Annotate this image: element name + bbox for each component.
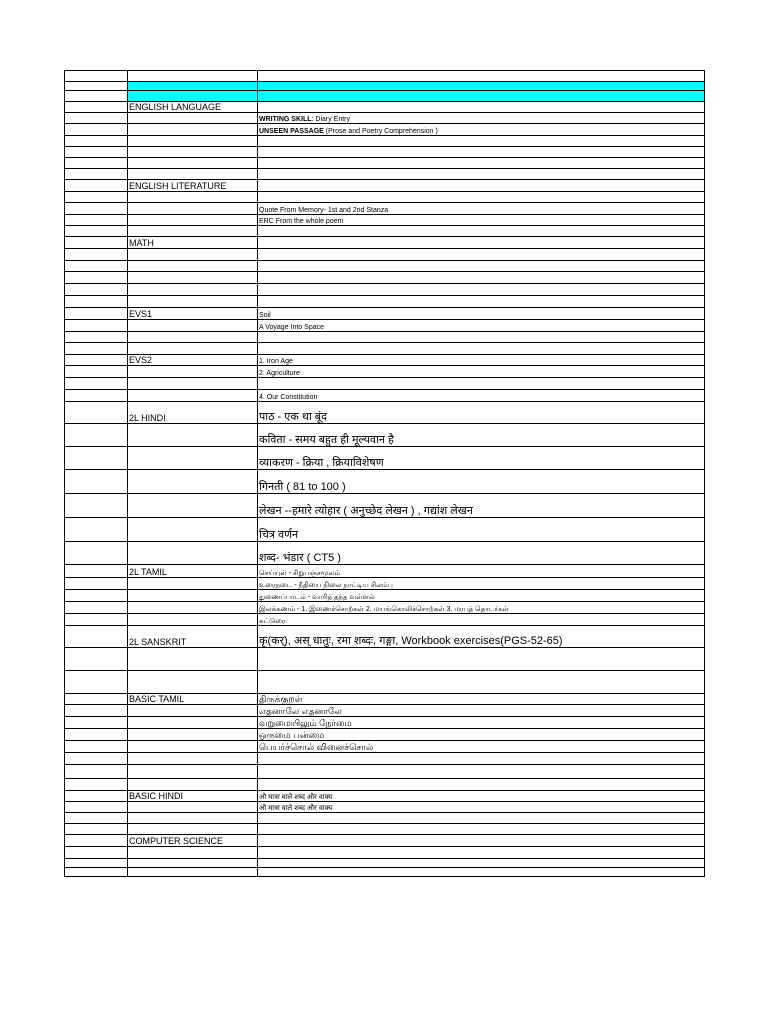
topic-cell <box>258 859 705 868</box>
subject-cell: EVS2 <box>128 355 258 366</box>
subject-cell <box>128 542 258 565</box>
row-header-cell <box>65 226 128 237</box>
subject-cell <box>128 261 258 272</box>
row-header-cell <box>65 390 128 402</box>
topic-cell: 4. Our Constitution <box>258 390 705 402</box>
table-row <box>65 82 705 91</box>
topic-cell <box>258 671 705 694</box>
table-row <box>65 518 705 542</box>
row-header-cell <box>65 648 128 671</box>
topic-cell <box>258 378 705 390</box>
row-header-cell <box>65 343 128 355</box>
subject-cell <box>128 779 258 791</box>
topic-cell <box>258 82 705 91</box>
row-header-cell <box>65 765 128 779</box>
topic-cell <box>258 765 705 779</box>
subject-cell <box>128 332 258 343</box>
table-row <box>65 308 705 320</box>
row-header-cell <box>65 402 128 424</box>
table-row <box>65 590 705 602</box>
table-row <box>65 753 705 765</box>
subject-cell <box>128 169 258 180</box>
table-row <box>65 378 705 390</box>
table-row <box>65 578 705 590</box>
row-header-cell <box>65 215 128 226</box>
row-header-cell <box>65 671 128 694</box>
table-row <box>65 320 705 332</box>
row-header-cell <box>65 779 128 791</box>
table-row <box>65 91 705 102</box>
topic-cell <box>258 868 705 877</box>
subject-cell <box>128 447 258 470</box>
table-row <box>65 791 705 802</box>
row-header-cell <box>65 169 128 180</box>
subject-cell <box>128 470 258 494</box>
table-row <box>65 402 705 424</box>
table-row <box>65 192 705 203</box>
table-row <box>65 226 705 237</box>
subject-cell <box>128 284 258 296</box>
syllabus-table <box>64 70 705 877</box>
table-row <box>65 272 705 284</box>
subject-cell <box>128 226 258 237</box>
row-header-cell <box>65 590 128 602</box>
table-row <box>65 447 705 470</box>
topic-rest: (Prose and Poetry Comprehension ) <box>323 128 438 135</box>
topic-cell: 1. Iron Age <box>258 355 705 366</box>
row-header-cell <box>65 82 128 91</box>
table-row <box>65 542 705 565</box>
row-header-cell <box>65 272 128 284</box>
table-row <box>65 648 705 671</box>
subject-cell <box>128 614 258 626</box>
topic-cell <box>258 332 705 343</box>
table-row <box>65 355 705 366</box>
topic-cell <box>258 180 705 192</box>
row-header-cell <box>65 868 128 877</box>
table-row <box>65 390 705 402</box>
table-row <box>65 802 705 813</box>
table-row <box>65 158 705 169</box>
topic-cell <box>258 753 705 765</box>
subject-cell: ENGLISH LITERATURE <box>128 180 258 192</box>
topic-cell <box>258 169 705 180</box>
subject-cell <box>128 717 258 729</box>
topic-cell: ஒருமை பன்மை <box>258 729 705 741</box>
subject-cell: EVS1 <box>128 308 258 320</box>
table-row <box>65 249 705 261</box>
row-header-cell <box>65 261 128 272</box>
row-header-cell <box>65 578 128 590</box>
topic-bold-prefix: WRITING SKILL <box>259 116 312 123</box>
table-row <box>65 671 705 694</box>
topic-cell: Quote From Memory- 1st and 2nd Stanza <box>258 203 705 215</box>
subject-cell <box>128 91 258 102</box>
topic-cell: இலக்கணம் - 1. இணைச்சொற்கள் 2. மயங்கொலிச்சொற்கள் 3. மரபுத் தொடர்கள் <box>258 602 705 614</box>
topic-cell <box>258 102 705 113</box>
row-header-cell <box>65 424 128 447</box>
topic-cell <box>258 272 705 284</box>
row-header-cell <box>65 494 128 518</box>
topic-cell <box>258 261 705 272</box>
topic-cell <box>258 648 705 671</box>
table-row <box>65 470 705 494</box>
subject-cell: MATH <box>128 237 258 249</box>
table-row <box>65 169 705 180</box>
row-header-cell <box>65 284 128 296</box>
row-header-cell <box>65 366 128 378</box>
row-header-cell <box>65 332 128 343</box>
topic-cell: चित्र वर्णन <box>258 518 705 542</box>
topic-cell <box>258 192 705 203</box>
subject-cell <box>128 765 258 779</box>
topic-cell <box>258 835 705 847</box>
row-header-cell <box>65 565 128 578</box>
table-row <box>65 565 705 578</box>
table-row <box>65 284 705 296</box>
subject-cell <box>128 158 258 169</box>
subject-cell <box>128 320 258 332</box>
table-row <box>65 824 705 835</box>
row-header-cell <box>65 705 128 717</box>
row-header-cell <box>65 136 128 147</box>
topic-cell <box>258 147 705 158</box>
row-header-cell <box>65 91 128 102</box>
row-header-cell <box>65 237 128 249</box>
topic-cell: துணைப்பாடம் - வாரித் தந்த வள்ளல் <box>258 590 705 602</box>
topic-cell <box>258 284 705 296</box>
table-row <box>65 868 705 877</box>
topic-cell: A Voyage Into Space <box>258 320 705 332</box>
topic-cell <box>258 226 705 237</box>
row-header-cell <box>65 308 128 320</box>
topic-cell <box>258 71 705 82</box>
row-header-cell <box>65 542 128 565</box>
topic-cell: Soil <box>258 308 705 320</box>
topic-cell: எதனாலே எதனாலே <box>258 705 705 717</box>
subject-cell <box>128 424 258 447</box>
subject-cell <box>128 124 258 136</box>
subject-cell <box>128 203 258 215</box>
row-header-cell <box>65 802 128 813</box>
row-header-cell <box>65 470 128 494</box>
table-row <box>65 136 705 147</box>
subject-cell <box>128 671 258 694</box>
table-row <box>65 366 705 378</box>
row-header-cell <box>65 249 128 261</box>
row-header-cell <box>65 192 128 203</box>
row-header-cell <box>65 791 128 802</box>
topic-cell: गिनती ( 81 to 100 ) <box>258 470 705 494</box>
topic-cell <box>258 343 705 355</box>
table-row <box>65 847 705 859</box>
topic-cell <box>258 91 705 102</box>
subject-cell <box>128 390 258 402</box>
row-header-cell <box>65 147 128 158</box>
topic-cell <box>258 124 705 136</box>
topic-cell <box>258 824 705 835</box>
table-row <box>65 296 705 308</box>
subject-cell: BASIC TAMIL <box>128 694 258 705</box>
row-header-cell <box>65 296 128 308</box>
table-row <box>65 602 705 614</box>
row-header-cell <box>65 71 128 82</box>
table-row <box>65 332 705 343</box>
topic-cell <box>258 113 705 124</box>
topic-cell <box>258 847 705 859</box>
subject-cell <box>128 648 258 671</box>
topic-cell: 2. Agriculture <box>258 366 705 378</box>
subject-cell <box>128 741 258 753</box>
subject-cell <box>128 859 258 868</box>
subject-cell <box>128 518 258 542</box>
row-header-cell <box>65 824 128 835</box>
topic-cell: கட்டுரை. <box>258 614 705 626</box>
table-row <box>65 765 705 779</box>
row-header-cell <box>65 717 128 729</box>
row-header-cell <box>65 518 128 542</box>
subject-cell <box>128 729 258 741</box>
row-header-cell <box>65 835 128 847</box>
subject-cell <box>128 272 258 284</box>
subject-cell <box>128 82 258 91</box>
subject-cell <box>128 753 258 765</box>
topic-rest: : Diary Entry <box>311 116 351 123</box>
row-header-cell <box>65 741 128 753</box>
row-header-cell <box>65 320 128 332</box>
subject-cell: COMPUTER SCIENCE <box>128 835 258 847</box>
topic-cell: செய்யுள் - சிறுபஞ்சமூலம் <box>258 565 705 578</box>
subject-cell <box>128 343 258 355</box>
table-row <box>65 203 705 215</box>
subject-cell <box>128 847 258 859</box>
table-row <box>65 215 705 226</box>
topic-cell <box>258 249 705 261</box>
topic-cell: लेखन --हमारे त्योहार ( अनुच्छेद लेखन ) , गद्यांश लेखन <box>258 494 705 518</box>
table-row <box>65 124 705 136</box>
subject-cell <box>128 824 258 835</box>
table-row <box>65 626 705 648</box>
subject-cell: 2L HINDI <box>128 402 258 424</box>
subject-cell <box>128 215 258 226</box>
topic-cell: कृ(कर्), अस् धातुः, रमा शब्दः, गङ्गा, Workbook exercises(PGS-52-65) <box>258 626 705 648</box>
table-row <box>65 779 705 791</box>
table-row <box>65 102 705 113</box>
subject-cell <box>128 366 258 378</box>
row-header-cell <box>65 113 128 124</box>
table-row <box>65 741 705 753</box>
table-row <box>65 343 705 355</box>
subject-cell <box>128 249 258 261</box>
row-header-cell <box>65 753 128 765</box>
subject-cell: ENGLISH LANGUAGE <box>128 102 258 113</box>
row-header-cell <box>65 847 128 859</box>
subject-cell <box>128 494 258 518</box>
table-row <box>65 237 705 249</box>
subject-cell <box>128 813 258 824</box>
table-row <box>65 705 705 717</box>
subject-cell <box>128 868 258 877</box>
row-header-cell <box>65 203 128 215</box>
subject-cell: BASIC HINDI <box>128 791 258 802</box>
row-header-cell <box>65 813 128 824</box>
subject-cell: 2L TAMIL <box>128 565 258 578</box>
subject-cell <box>128 802 258 813</box>
table-row <box>65 147 705 158</box>
subject-cell <box>128 578 258 590</box>
subject-cell <box>128 602 258 614</box>
row-header-cell <box>65 158 128 169</box>
table-row <box>65 71 705 82</box>
row-header-cell <box>65 626 128 648</box>
table-row <box>65 180 705 192</box>
topic-cell: पाठ - एक था बूंद <box>258 402 705 424</box>
subject-cell <box>128 705 258 717</box>
topic-cell: शब्द- भंडार ( CT5 ) <box>258 542 705 565</box>
subject-cell <box>128 378 258 390</box>
table-row <box>65 859 705 868</box>
row-header-cell <box>65 614 128 626</box>
topic-cell <box>258 237 705 249</box>
table-row <box>65 424 705 447</box>
row-header-cell <box>65 180 128 192</box>
topic-cell: औ मात्रा वाले शब्द और वाक्य <box>258 791 705 802</box>
subject-cell: 2L SANSKRIT <box>128 626 258 648</box>
subject-cell <box>128 71 258 82</box>
table-row <box>65 261 705 272</box>
topic-cell <box>258 779 705 791</box>
row-header-cell <box>65 355 128 366</box>
row-header-cell <box>65 102 128 113</box>
topic-cell <box>258 813 705 824</box>
topic-cell: உரைநடை - நீதியை நிலை நாட்டிய சிலம்பு <box>258 578 705 590</box>
topic-cell: பெயர்ச்சொல் வினைச்சொல் <box>258 741 705 753</box>
topic-cell: திருக்குறள் <box>258 694 705 705</box>
row-header-cell <box>65 694 128 705</box>
subject-cell <box>128 113 258 124</box>
subject-cell <box>128 136 258 147</box>
topic-cell: औ मात्रा वाले शब्द और वाक्य <box>258 802 705 813</box>
topic-cell <box>258 136 705 147</box>
table-row <box>65 614 705 626</box>
subject-cell <box>128 590 258 602</box>
topic-bold-prefix: UNSEEN PASSAGE <box>259 128 324 135</box>
row-header-cell <box>65 447 128 470</box>
table-row <box>65 113 705 124</box>
row-header-cell <box>65 602 128 614</box>
row-header-cell <box>65 729 128 741</box>
row-header-cell <box>65 378 128 390</box>
subject-cell <box>128 147 258 158</box>
table-row <box>65 813 705 824</box>
subject-cell <box>128 296 258 308</box>
table-row <box>65 717 705 729</box>
topic-cell: வறுமையிலும் நேர்மை <box>258 717 705 729</box>
topic-cell: कविता - समय बहुत ही मूल्यवान है <box>258 424 705 447</box>
topic-cell: ERC From the whole poem <box>258 215 705 226</box>
table-row <box>65 835 705 847</box>
topic-cell <box>258 296 705 308</box>
table-row <box>65 694 705 705</box>
table-row <box>65 494 705 518</box>
subject-cell <box>128 192 258 203</box>
topic-cell <box>258 158 705 169</box>
table-row <box>65 729 705 741</box>
row-header-cell <box>65 859 128 868</box>
syllabus-table-body <box>65 71 705 877</box>
row-header-cell <box>65 124 128 136</box>
topic-cell: व्याकरण - क्रिया , क्रियाविशेषण <box>258 447 705 470</box>
